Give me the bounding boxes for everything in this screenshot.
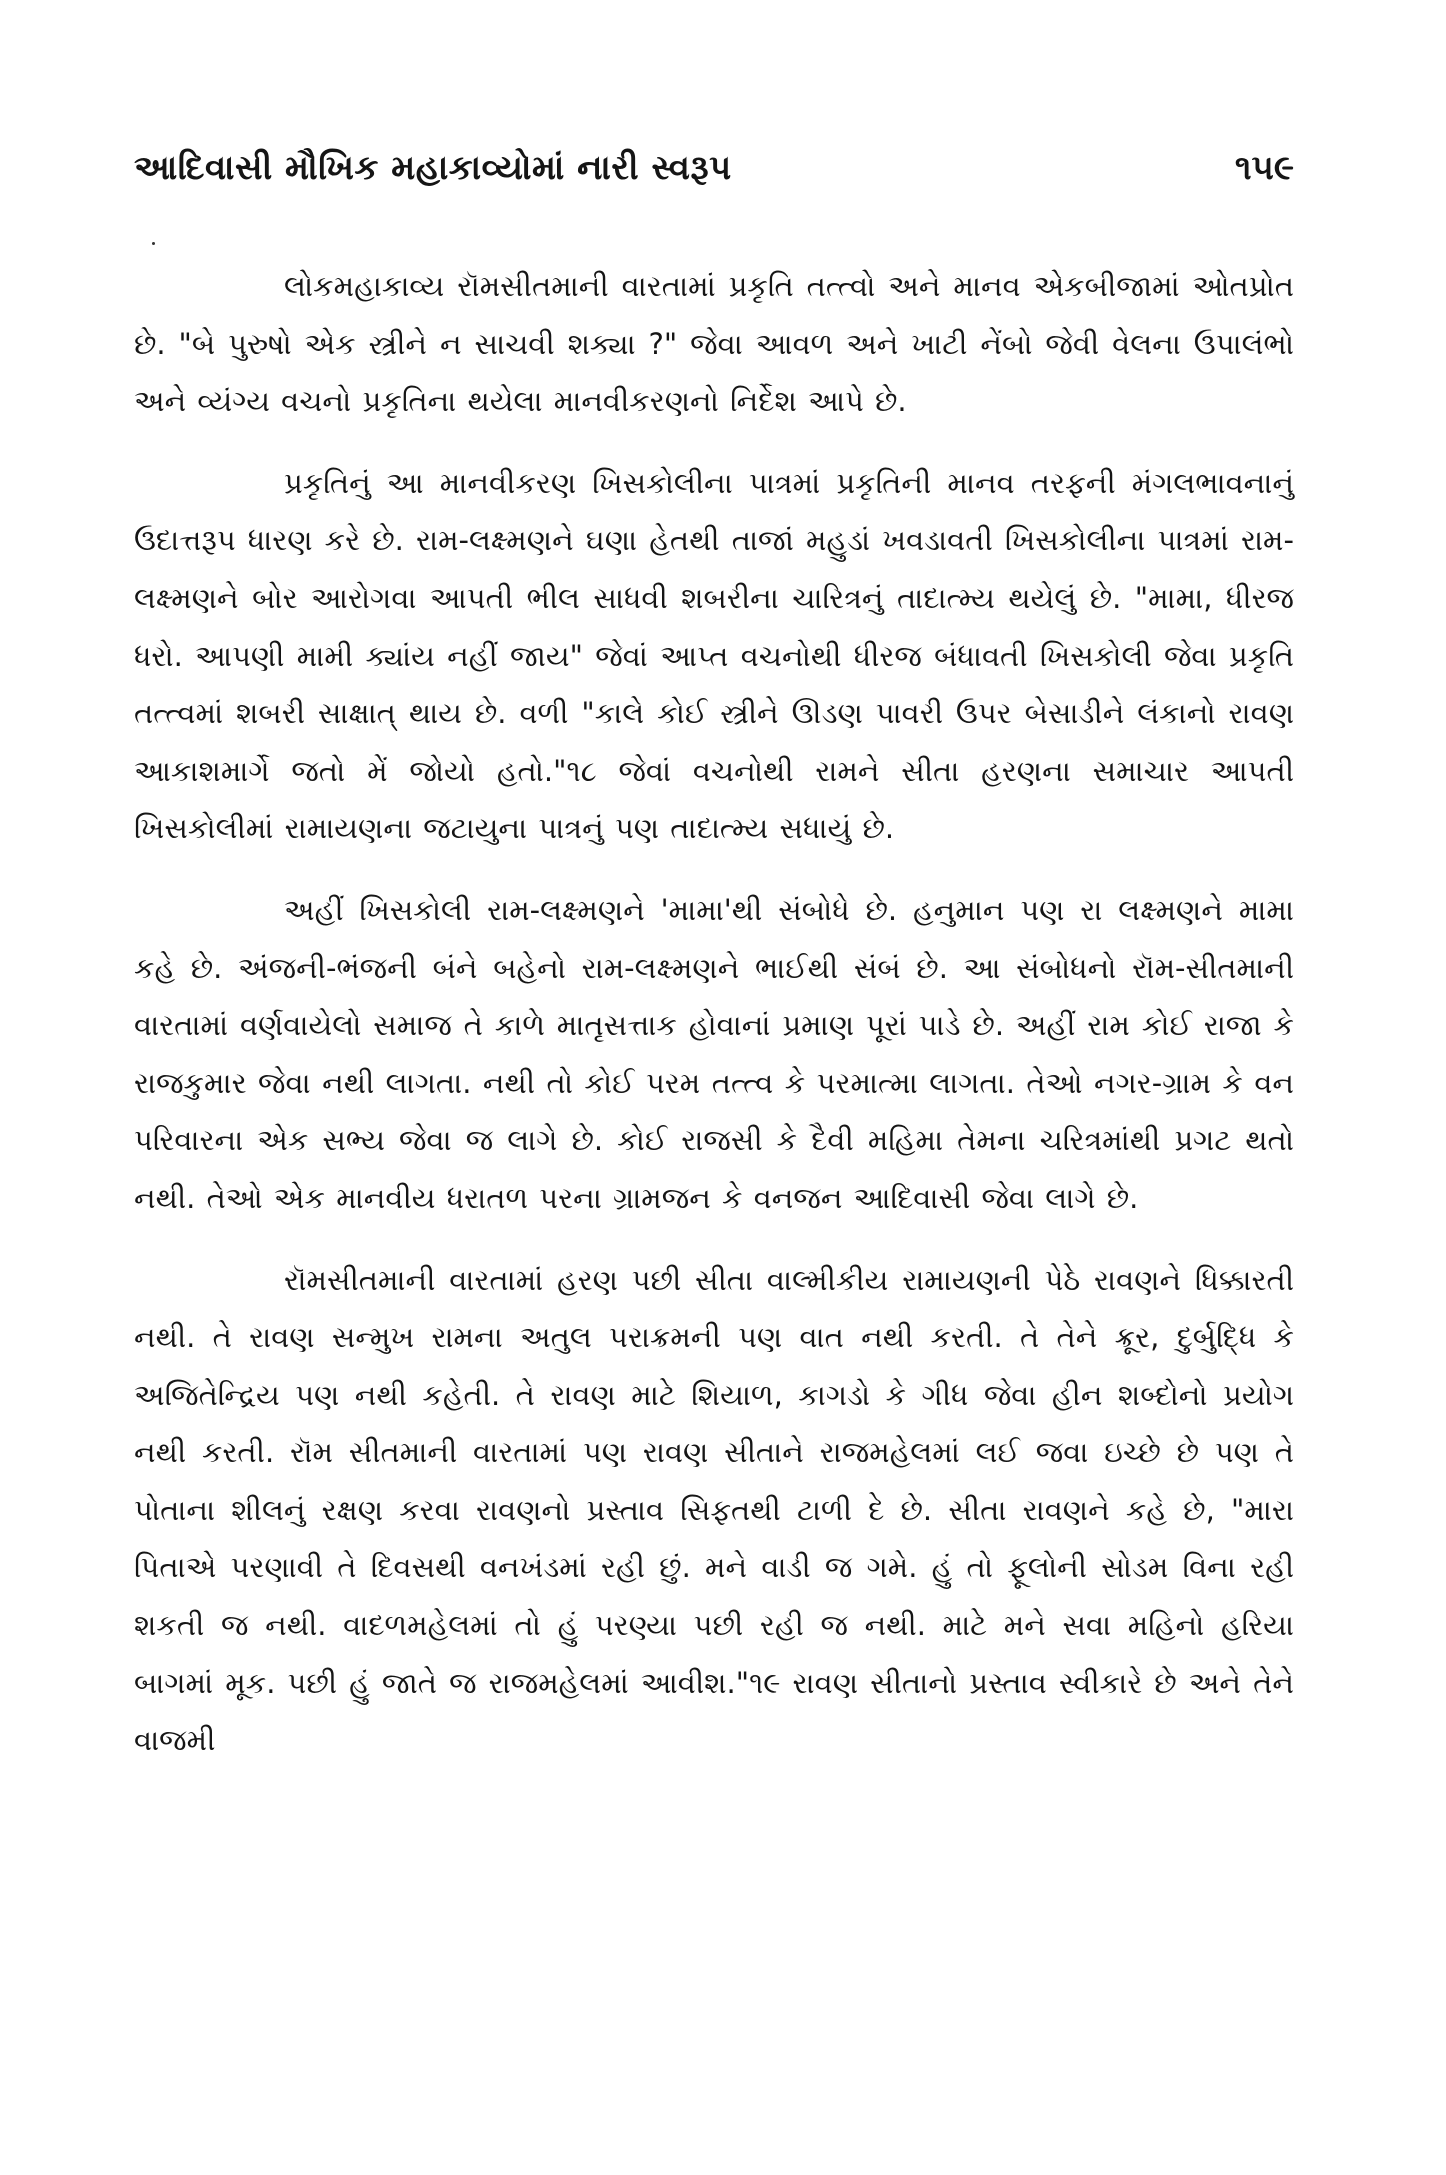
paragraph-4: રૉમસીતમાની વારતામાં હરણ પછી સીતા વાલ્મીકીય રામાયણની પેઠે રાવણને ધિક્કારતી નથી. તે રાવણ સન્મુખ રામના અતુલ પરાક્રમની પણ વાત નથી કરતી. તે તેને ક્રૂર, દુર્બુદ્ધિ કે અજિતેન્દ્રિય પણ નથી કહેતી. તે રાવણ માટે શિયાળ, કાગડો કે ગીધ જેવા હીન શબ્દોનો પ્રયોગ નથી કરતી. રૉમ સીતમાની વારતામાં પણ રાવણ સીતાને રાજમહેલમાં લઈ જવા ઇચ્છે છે પણ તે પોતાના શીલનું રક્ષણ કરવા રાવણનો પ્રસ્તાવ સિફતથી ટાળી દે છે. સીતા રાવણને કહે છે, "મારા પિતાએ પરણાવી તે દિવસથી વનખંડમાં રહી છું. મને વાડી જ ગમે. હું તો ફૂલોની સોડમ વિના રહી શકતી જ નથી. વાદળમહેલમાં તો હું પરણ્યા પછી રહી જ નથી. માટે મને સવા મહિનો હરિયા બાગમાં મૂક. પછી હું જાતે જ રાજમહેલમાં આવીશ."૧૯ રાવણ સીતાનો પ્રસ્તાવ સ્વીકારે છે અને તેને વાજમી xyxy=(134,1262,1295,1758)
paragraph-2: પ્રકૃતિનું આ માનવીકરણ ખિસકોલીના પાત્રમાં પ્રકૃતિની માનવ તરફની મંગલભાવનાનું ઉદાત્તરૂપ ધારણ કરે છે. રામ-લક્ષ્મણને ઘણા હેતથી તાજાં મહુડાં ખવડાવતી ખિસકોલીના પાત્રમાં રામ-લક્ષ્મણને બોર આરોગવા આપતી ભીલ સાધવી શબરીના ચારિત્રનું તાદાત્મ્ય થયેલું છે. "મામા, ધીરજ ધરો. આપણી મામી ક્યાંય નહીં જાય" જેવાં આપ્ત વચનોથી ધીરજ બંધાવતી ખિસકોલી જેવા પ્રકૃતિ તત્ત્વમાં શબરી સાક્ષાત્ થાય છે. વળી "કાલે કોઈ સ્ત્રીને ઊડણ પાવરી ઉપર બેસાડીને લંકાનો રાવણ આકાશમાર્ગે જતો મેં જોયો હતો."૧૮ જેવાં વચનોથી રામને સીતા હરણના સમાચાર આપતી ખિસકોલીમાં રામાયણના જટાયુના પાત્રનું પણ તાદાત્મ્ય સધાયું છે. xyxy=(134,465,1294,846)
paragraph-3: અહીં ખિસકોલી રામ-લક્ષ્મણને 'મામા'થી સંબોધે છે. હનુમાન પણ રા લક્ષ્મણને મામા કહે છે. અંજની-ભંજની બંને બહેનો રામ-લક્ષ્મણને ભાઈથી સંબં છે. આ સંબોધનો રૉમ-સીતમાની વારતામાં વર્ણવાયેલો સમાજ તે કાળે માતૃસત્તાક હોવાનાં પ્રમાણ પૂરાં પાડે છે. અહીં રામ કોઈ રાજા કે રાજકુમાર જેવા નથી લાગતા. નથી તો કોઈ પરમ તત્ત્વ કે પરમાત્મા લાગતા. તેઓ નગર-ગ્રામ કે વન પરિવારના એક સભ્ય જેવા જ લાગે છે. કોઈ રાજસી કે દૈવી મહિમા તેમના ચરિત્રમાંથી પ્રગટ થતો નથી. તેઓ એક માનવીય ધરાતળ પરના ગ્રામજન કે વનજન આદિવાસી જેવા લાગે છે. xyxy=(134,892,1294,1215)
print-speck xyxy=(152,242,155,245)
paragraph-1: લોકમહાકાવ્ય રૉમસીતમાની વારતામાં પ્રકૃતિ તત્ત્વો અને માનવ એકબીજામાં ઓતપ્રોત છે. "બે પુરુષો એક સ્ત્રીને ન સાચવી શક્યા ?" જેવા આવળ અને ખાટી નેંબો જેવી વેલના ઉપાલંભો અને વ્યંગ્ય વચનો પ્રકૃતિના થયેલા માનવીકરણનો નિર્દેશ આપે છે. xyxy=(134,269,1294,419)
body-text xyxy=(134,258,1294,1794)
running-title: આદિવાસી મૌખિક મહાકાવ્યોમાં નારી સ્વરૂપ xyxy=(134,148,732,188)
page-header xyxy=(134,148,1294,208)
page-number: ૧૫૯ xyxy=(1234,148,1294,188)
